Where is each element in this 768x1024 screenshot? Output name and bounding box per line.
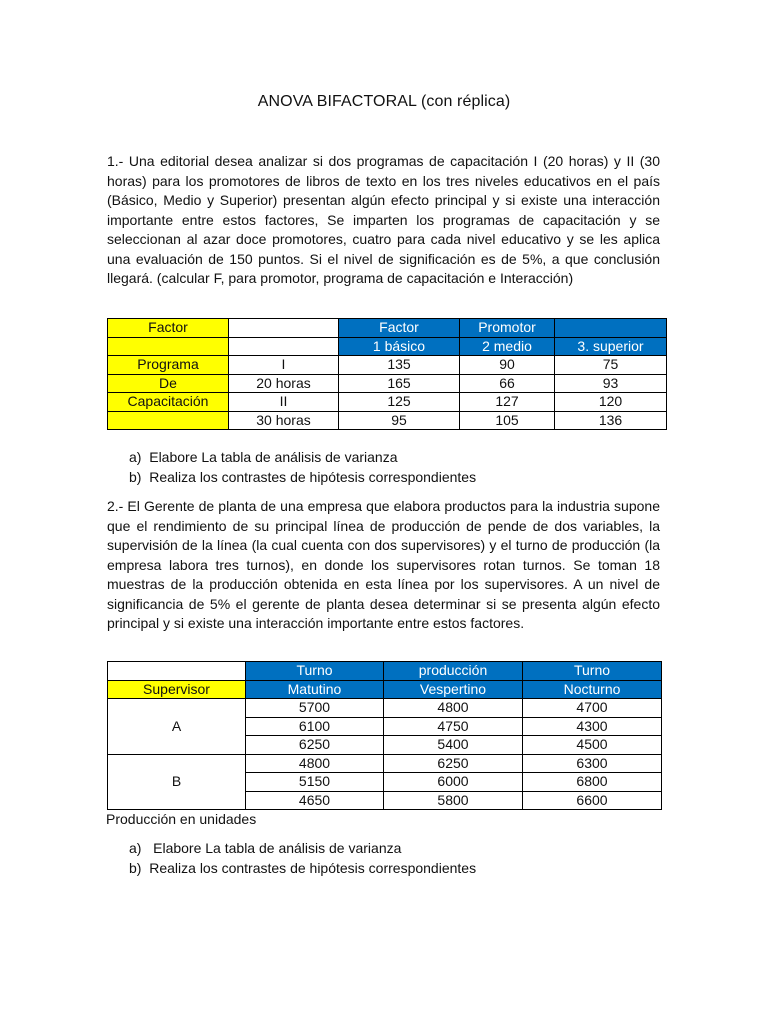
header-supervisor: Supervisor [108,680,246,699]
header-factor: Factor [108,319,229,338]
table-cell: 6250 [246,736,384,755]
blank-cell [229,319,339,338]
table-cell: 6100 [246,717,384,736]
table-cell: 5800 [384,791,523,810]
table-cell: 136 [555,411,667,430]
sub-label: 30 horas [229,411,339,430]
blank-cell [108,662,246,681]
list-marker: a) [129,840,142,856]
list-marker: b) [129,859,142,876]
table-cell: 165 [339,374,460,393]
table-cell: 4800 [246,754,384,773]
problem-2-table [107,661,662,810]
table-cell: 127 [460,393,555,412]
list-text: Realiza los contrastes de hipótesis correspondientes [149,859,477,876]
header-blank [555,319,667,338]
group-label: A [108,699,246,755]
top-header: Turno [246,662,384,681]
table-cell: 66 [460,374,555,393]
table-cell: 4800 [384,699,523,718]
top-header: Turno [523,662,662,681]
table-cell: 6800 [523,773,662,792]
problem-2-text: 2.- El Gerente de planta de una empresa que elabora productos para la industria supone que el rendimiento de su principal línea de producción de pende de dos variables, la supervisión de la línea (la cual cuenta con dos supervisores) y el turno de producción (la empresa labora tres turnos), en donde los supervisores rotan turnos. Se toman 18 muestras de la producción obtenida en esta línea por los supervisores. A un nivel de significancia de 5% el gerente de planta desea determinar si se presenta algún efecto principal y si existe una interacción importante entre estos factores. [107,498,660,631]
level-header: 1 básico [339,337,460,356]
table-cell: 5700 [246,699,384,718]
shift-header: Matutino [246,680,384,699]
shift-header: Nocturno [523,680,662,699]
list-text: Elabore La tabla de análisis de varianza [153,840,402,856]
level-header: 3. superior [555,337,667,356]
table-cell: 75 [555,356,667,375]
row-label-line: De [108,374,229,393]
problem-2-tasks [129,839,476,878]
table-cell: 5150 [246,773,384,792]
sub-label: I [229,356,339,375]
table-cell: 90 [460,356,555,375]
table-cell: 135 [339,356,460,375]
units-note: Producción en unidades [106,811,257,827]
group-label: B [108,754,246,810]
problem-1-text: 1.- Una editorial desea analizar si dos programas de capacitación I (20 horas) y II (30 horas) para los promotores de libros de texto en los tres niveles educativos en el país (Básico, Medio y Superior) presentan algún efecto principal y si existe una interacción importante entre estos factores, Se imparten los programas de capacitación y se seleccionan al azar doce promotores, cuatro para cada nivel educativo y se les aplica una evaluación de 150 puntos. Si el nivel de significación es de 5%, a que conclusión llegará. (calcular F, para promotor, programa de capacitación e Interacción) [107,153,660,286]
blank-cell [108,411,229,430]
list-marker: a) [129,449,142,465]
list-item [129,859,476,879]
table-cell: 95 [339,411,460,430]
table-cell: 6300 [523,754,662,773]
table-cell: 105 [460,411,555,430]
problem-1-table [107,318,667,430]
page-title: ANOVA BIFACTORAL (con réplica) [257,93,511,110]
level-header: 2 medio [460,337,555,356]
table-cell: 4750 [384,717,523,736]
list-item [129,448,476,468]
row-label-line: Programa [108,356,229,375]
header-factor-2: Factor [339,319,460,338]
blank-cell [229,337,339,356]
table-cell: 4500 [523,736,662,755]
table-cell: 4650 [246,791,384,810]
list-item [129,468,476,488]
blank-cell [108,337,229,356]
table-cell: 6250 [384,754,523,773]
list-item [129,839,476,859]
table-cell: 6600 [523,791,662,810]
shift-header: Vespertino [384,680,523,699]
top-header: producción [384,662,523,681]
table-cell: 93 [555,374,667,393]
header-promotor: Promotor [460,319,555,338]
list-marker: b) [129,468,142,485]
row-label-line: Capacitación [108,393,229,412]
table-cell: 5400 [384,736,523,755]
table-cell: 4700 [523,699,662,718]
table-cell: 120 [555,393,667,412]
list-text: Realiza los contrastes de hipótesis correspondientes [149,468,477,485]
table-cell: 125 [339,393,460,412]
sub-label: 20 horas [229,374,339,393]
table-cell: 4300 [523,717,662,736]
sub-label: II [229,393,339,412]
problem-1-tasks [129,448,476,487]
table-cell: 6000 [384,773,523,792]
list-text: Elabore La tabla de análisis de varianza [149,449,398,465]
